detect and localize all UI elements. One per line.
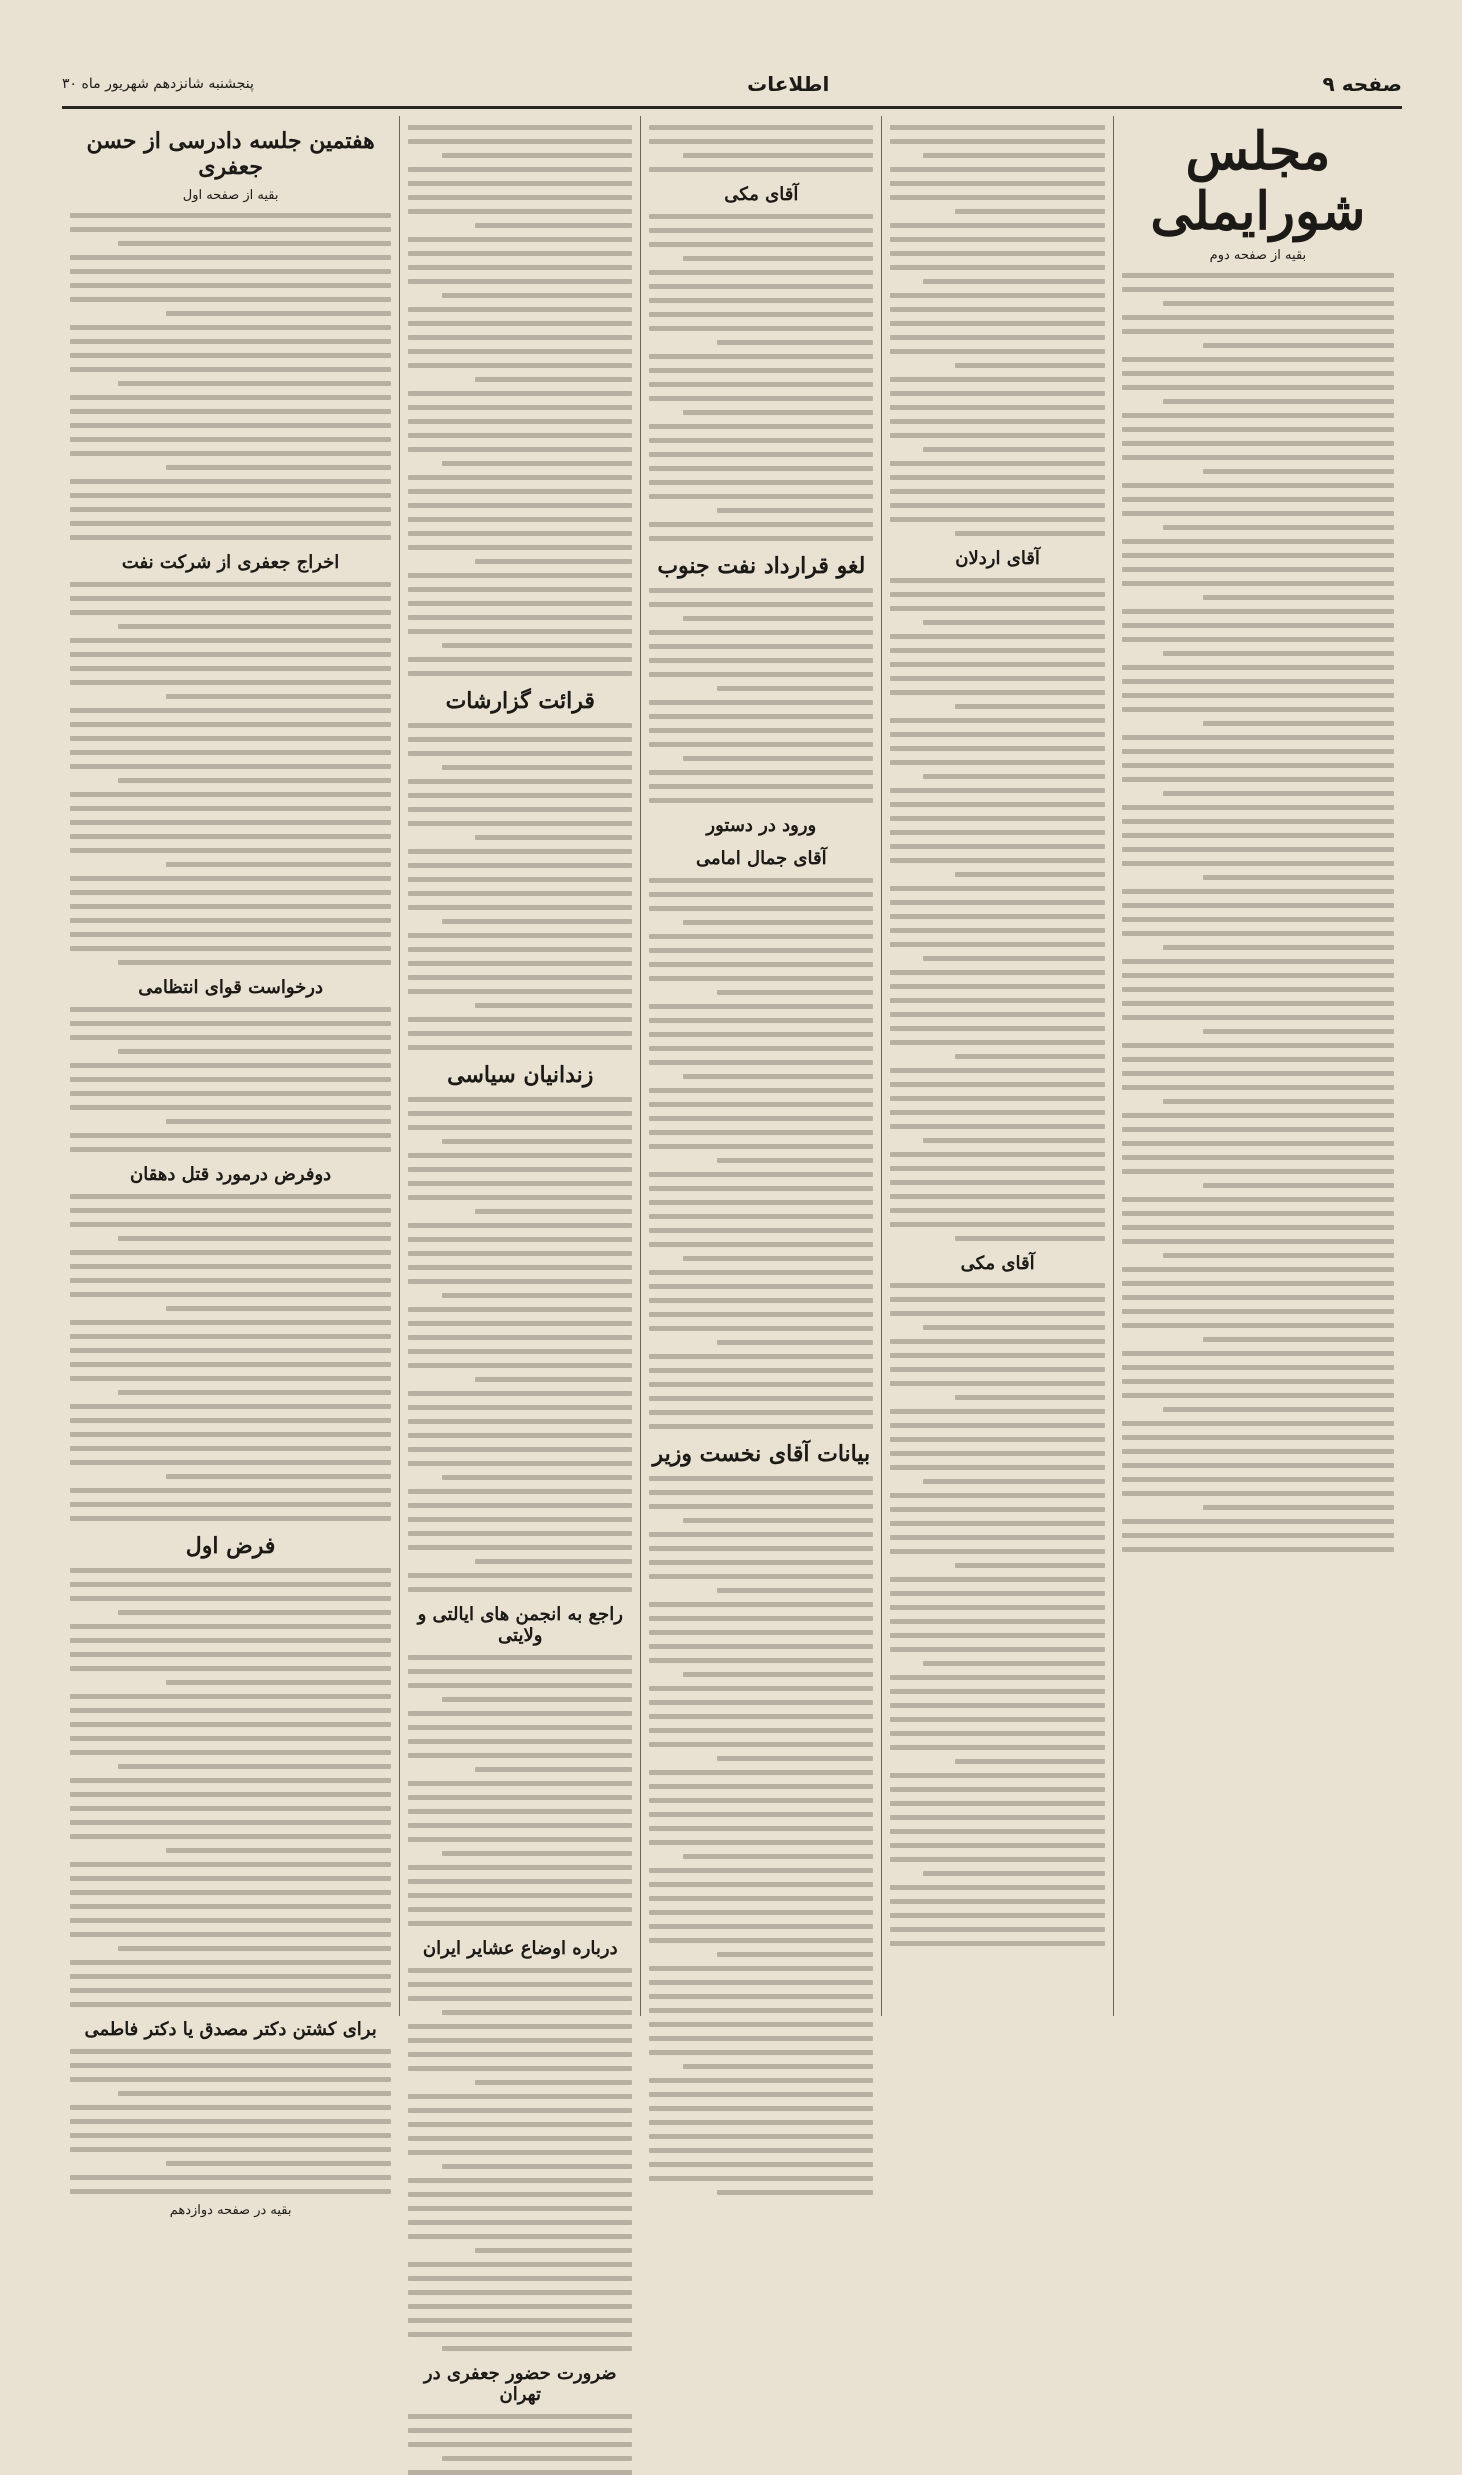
section-heading-trial: هفتمین جلسه دادرسی از حسن جعفری xyxy=(86,128,375,180)
column-3-text-b xyxy=(649,214,873,541)
column-5 xyxy=(62,116,399,2218)
section-heading-jafari-presence: ضرورت حضور جعفری در تهران xyxy=(423,2363,617,2405)
section-heading-mecki-2: آقای مکی xyxy=(724,184,799,205)
section-heading-prime-minister: بیانات آقای نخست وزیر xyxy=(652,1441,871,1467)
column-4-text-b xyxy=(408,723,632,1050)
column-2-text-b xyxy=(890,578,1104,1241)
continued-footer: بقیه در صفحه دوازدهم xyxy=(169,2203,292,2218)
column-5-text-e xyxy=(70,1568,391,2007)
column-1-text xyxy=(1122,273,1394,1552)
section-heading-agenda: ورود در دستور xyxy=(706,815,817,836)
column-5-text-b xyxy=(70,582,391,965)
column-4-text-d xyxy=(408,1655,632,1926)
column-4-text-a xyxy=(408,125,632,676)
column-5-text-d xyxy=(70,1194,391,1521)
section-heading-ardalan: آقای اردلان xyxy=(955,548,1040,569)
column-1 xyxy=(1113,116,1402,2016)
main-headline: مجلس شورایملی xyxy=(1150,121,1366,242)
column-3-text-e xyxy=(649,1476,873,2195)
column-3-text-a xyxy=(649,125,873,172)
column-3-text-c xyxy=(649,588,873,803)
page-number: صفحه ۹ xyxy=(1322,72,1402,96)
section-heading-reports: قرائت گزارشات xyxy=(445,688,595,714)
column-2-text-a xyxy=(890,125,1104,536)
column-3-text-d xyxy=(649,878,873,1429)
column-2 xyxy=(881,116,1112,2016)
column-4-text-c xyxy=(408,1097,632,1592)
column-4-text-f xyxy=(408,2414,632,2475)
columns xyxy=(62,116,1402,2405)
column-4 xyxy=(399,116,640,2405)
section-heading-two-assumptions: دوفرض درمورد قتل دهقان xyxy=(130,1164,332,1185)
issue-date: پنجشنبه شانزدهم شهریور ماه ۳۰ xyxy=(62,76,254,92)
header-rule xyxy=(62,106,1402,109)
page-header xyxy=(62,62,1402,106)
section-heading-tribes: درباره اوضاع عشایر ایران xyxy=(422,1938,618,1959)
column-4-text-e xyxy=(408,1968,632,2351)
section-heading-expulsion: اخراج جعفری از شرکت نفت xyxy=(121,552,340,573)
section-heading-first-assumption: فرض اول xyxy=(185,1533,276,1559)
continued-note-2: بقیه از صفحه اول xyxy=(182,188,279,203)
column-5-text-a xyxy=(70,213,391,540)
column-2-text-c xyxy=(890,1283,1104,1946)
continued-note: بقیه از صفحه دوم xyxy=(1209,247,1307,263)
section-heading-provincial-councils: راجع به انجمن های ایالتی و ولایتی xyxy=(417,1604,623,1646)
section-heading-assassination: برای کشتن دکتر مصدق یا دکتر فاطمی xyxy=(84,2019,377,2040)
section-heading-jamal-emami: آقای جمال امامی xyxy=(696,848,827,869)
column-5-text-f xyxy=(70,2049,391,2194)
section-heading-mecki: آقای مکی xyxy=(960,1253,1035,1274)
column-3 xyxy=(640,116,881,2016)
section-heading-oil-contract: لغو قرارداد نفت جنوب xyxy=(657,553,866,579)
section-heading-political-prisoners: زندانیان سیاسی xyxy=(447,1062,594,1088)
paper-name: اطلاعات xyxy=(747,72,830,96)
section-heading-security-forces: درخواست قوای انتظامی xyxy=(138,977,323,998)
column-5-text-c xyxy=(70,1007,391,1152)
